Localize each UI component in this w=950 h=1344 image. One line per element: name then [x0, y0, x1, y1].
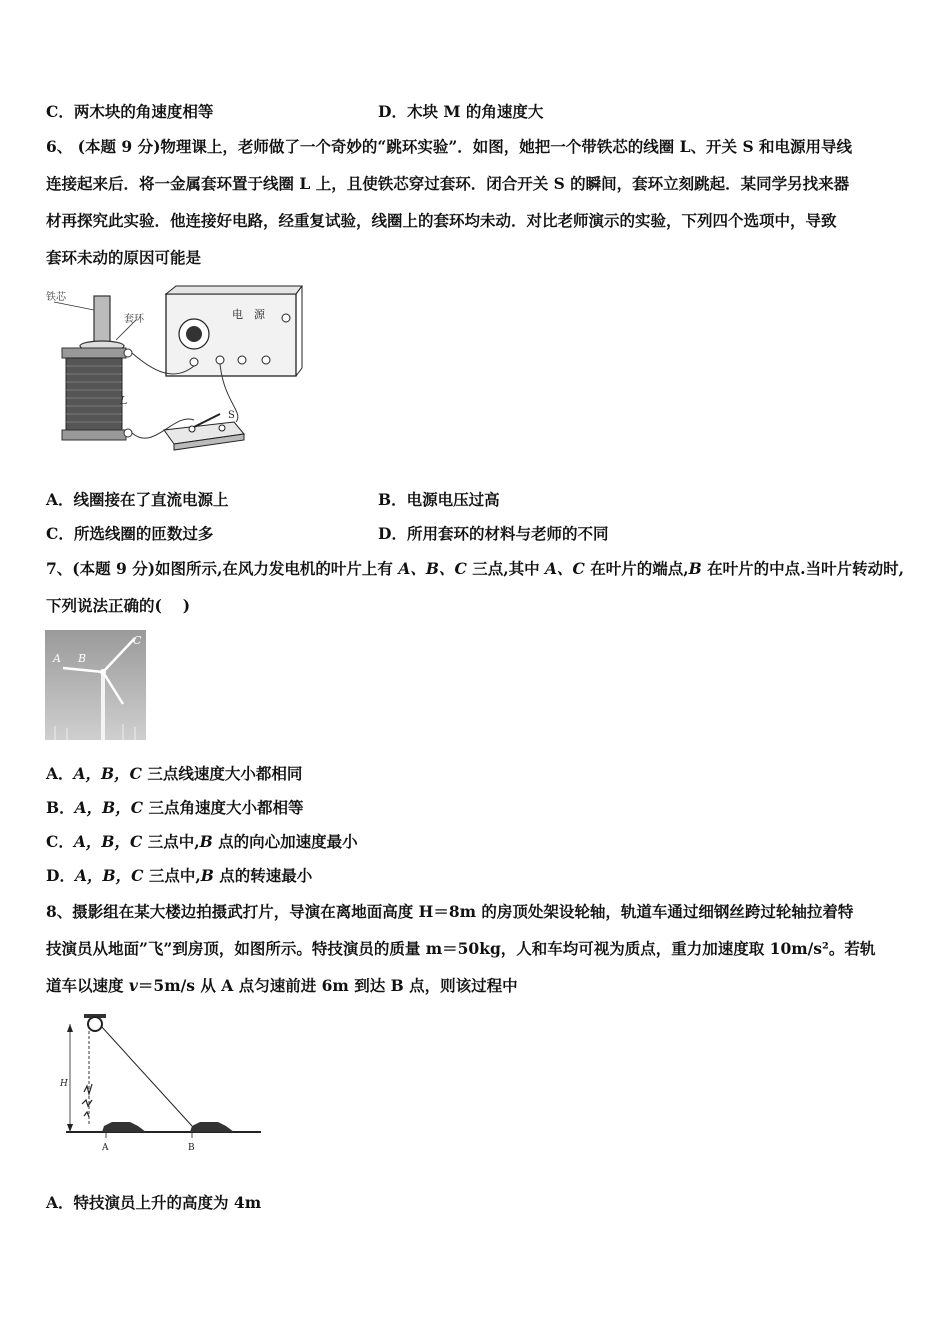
- stuntman: [82, 1084, 92, 1117]
- q6-option-c: C．所选线圈的匝数过多: [46, 524, 214, 543]
- q7-stem-line-1: [46, 559, 904, 579]
- label-coil: L: [120, 394, 128, 407]
- q8-stem-line-1: 8、摄影组在某大楼边拍摄武打片，导演在离地面高度 H＝8m 的房顶处架设轮轴，轨道车通过细钢丝跨过轮轴拉着特: [46, 902, 854, 921]
- q8-text: ＝5m/s 从 A 点匀速前进 6m 到达 B 点，则该过程中: [137, 976, 518, 995]
- q6-stem-line-3: 材再探究此实验．他连接好电路，经重复试验，线圈上的套环均未动．对比老师演示的实验，下列四个选项中，导致: [46, 211, 837, 230]
- label-point-b: B: [188, 1143, 195, 1153]
- turbine-tower: [101, 674, 105, 740]
- q8-pulley-figure: [56, 1012, 266, 1160]
- q6-stem-line-1: 6、 (本题 9 分)物理课上，老师做了一个奇妙的“跳环实验”．如图，她把一个带铁芯的线圈 L、开关 S 和电源用导线: [46, 137, 853, 156]
- label-switch: S: [228, 410, 235, 421]
- q7-option-text: 三点中,: [143, 866, 201, 885]
- q7-text: 在叶片的中点.当叶片转动时,: [701, 559, 904, 578]
- q7-stem-line-2: 下列说法正确的( ): [46, 596, 191, 615]
- q6-option-d: D．所用套环的材料与老师的不同: [378, 524, 609, 543]
- q7-option-point: B: [199, 832, 213, 851]
- coil: [66, 358, 122, 430]
- prev-option-d: D．木块 M 的角速度大: [378, 102, 544, 121]
- q7-wind-turbine-figure: [45, 630, 146, 740]
- q7-option-text: 点的向心加速度最小: [212, 832, 358, 851]
- q7-text: 在叶片的端点,: [584, 559, 689, 578]
- q8-stem-line-3: [46, 976, 518, 996]
- q7-option-points: A，B，C: [73, 832, 143, 851]
- q7-option-text: 三点线速度大小都相同: [142, 764, 303, 783]
- q7-points: A、C: [545, 559, 585, 578]
- label-point-a: A: [102, 1143, 109, 1153]
- q7-option-prefix: A．: [46, 764, 74, 783]
- q6-option-a: A．线圈接在了直流电源上: [46, 490, 229, 509]
- q8-velocity-var: v: [128, 976, 138, 995]
- q7-option-prefix: C．: [46, 832, 74, 851]
- q7-option-prefix: D．: [46, 866, 75, 885]
- q6-stem-line-4: 套环未动的原因可能是: [46, 248, 202, 267]
- q6-option-b: B．电源电压过高: [378, 490, 500, 509]
- pulley: [88, 1017, 102, 1031]
- q7-option-point: B: [200, 866, 214, 885]
- sky-background: [45, 630, 146, 740]
- q7-option-a: [46, 764, 302, 784]
- q6-stem-line-2: 连接起来后．将一金属套环置于线圈 L 上，且使铁芯穿过套环．闭合开关 S 的瞬间，套环立刻跳起．某同学另找来器: [46, 174, 850, 193]
- q7-option-points: A，B，C: [73, 764, 142, 783]
- q7-option-text: 点的转速最小: [213, 866, 313, 885]
- label-core: 铁芯: [46, 292, 66, 303]
- track-car-at-b: [190, 1122, 234, 1132]
- q7-text: 7、(本题 9 分)如图所示,在风力发电机的叶片上有: [46, 559, 399, 578]
- q7-option-text: 三点中,: [142, 832, 200, 851]
- q8-option-a: A．特技演员上升的高度为 4m: [46, 1193, 262, 1212]
- label-point-a: A: [53, 652, 61, 665]
- label-ring: 套环: [124, 314, 144, 325]
- q7-option-d: [46, 866, 312, 886]
- label-power: 电 源: [232, 308, 265, 321]
- q8-stem-line-2: 技演员从地面”飞”到房顶，如图所示。特技演员的质量 m＝50kg，人和车均可视为质点，重力加速度取 10m/s²。若轨: [46, 939, 876, 958]
- q7-option-b: [46, 798, 303, 818]
- q7-points: A、B、C: [398, 559, 467, 578]
- prev-option-c: C．两木块的角速度相等: [46, 102, 214, 121]
- label-point-c: C: [133, 634, 142, 647]
- q7-point: B: [688, 559, 702, 578]
- rope-slanted: [101, 1026, 192, 1126]
- q7-option-prefix: B．: [46, 798, 75, 817]
- track-car-at-a: [102, 1122, 146, 1132]
- label-point-b: B: [78, 652, 87, 665]
- q7-text: 三点,其中: [466, 559, 545, 578]
- q7-option-points: A，B，C: [74, 866, 144, 885]
- q6-jumping-ring-figure: [44, 282, 306, 470]
- q8-text: 道车以速度: [46, 976, 129, 995]
- q7-option-points: A，B，C: [74, 798, 144, 817]
- label-h: H: [60, 1079, 68, 1089]
- q7-option-c: [46, 832, 358, 852]
- q7-option-text: 三点角速度大小都相等: [143, 798, 304, 817]
